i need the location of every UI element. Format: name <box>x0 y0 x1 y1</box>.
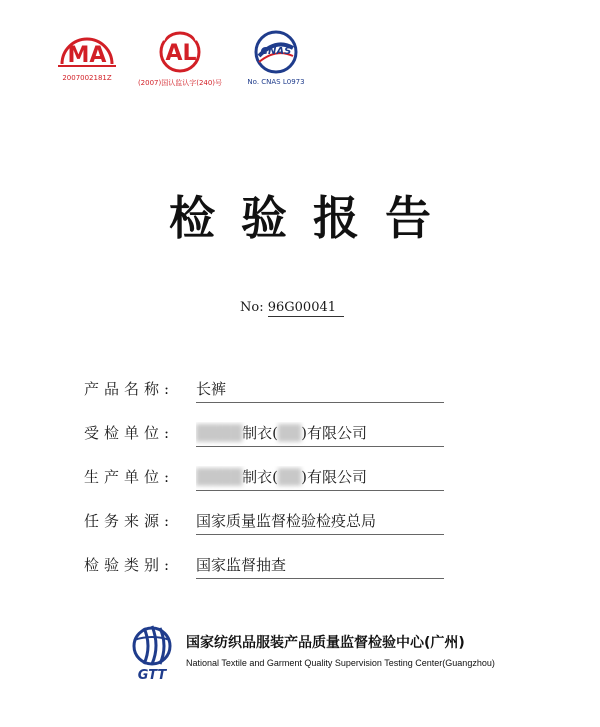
report-number-value: 96G00041 <box>268 300 344 317</box>
field-label: 任务来源: <box>84 512 175 530</box>
redacted-text: ████ <box>196 468 243 486</box>
gtt-logo-text: GTT <box>137 668 167 683</box>
org-name-en: National Textile and Garment Quality Supervision Testing Center(Guangzhou) <box>186 658 495 668</box>
field-value: 国家监督抽查 <box>196 554 444 579</box>
field-task-source <box>84 510 464 554</box>
field-manufacturer <box>84 466 464 510</box>
cma-certification <box>52 30 122 82</box>
cma-logo-icon <box>56 30 118 70</box>
cal-code: (2007)国认监认字(240)号 <box>137 79 223 87</box>
value-suffix: 有限公司 <box>306 468 367 486</box>
org-name-cn: 国家纺织品服装产品质量监督检验中心(广州) <box>186 635 465 651</box>
field-label: 检验类别: <box>84 556 175 574</box>
report-fields <box>84 378 464 598</box>
field-label: 产品名称: <box>84 380 175 398</box>
cma-mark-text: MA <box>67 43 107 68</box>
cal-logo-icon <box>152 30 208 74</box>
page-title: 检验报告 <box>169 191 457 245</box>
field-value <box>196 422 444 447</box>
cma-code: 2007002181Z <box>62 74 112 82</box>
field-value: 长裤 <box>196 378 444 403</box>
redacted-text: ████ <box>196 424 243 442</box>
gtt-logo-icon <box>126 622 178 666</box>
redacted-text: ██ <box>278 468 302 486</box>
value-part: ) <box>301 468 307 486</box>
cnas-logo-icon <box>253 30 299 74</box>
value-part: 制衣( <box>242 424 279 442</box>
cal-certification <box>130 30 230 88</box>
field-value: 国家质量监督检验检疫总局 <box>196 510 444 535</box>
cal-mark-text: AL <box>165 41 197 66</box>
field-label: 生产单位: <box>84 468 175 486</box>
field-value <box>196 466 444 491</box>
issuing-organization <box>186 632 516 668</box>
redacted-text: ██ <box>278 424 302 442</box>
value-part: 制衣( <box>242 468 279 486</box>
field-inspected-unit <box>84 422 464 466</box>
report-number <box>240 300 344 317</box>
field-label: 受检单位: <box>84 424 175 442</box>
cnas-mark-text: CNAS <box>260 46 292 57</box>
report-number-label: No: <box>240 300 264 315</box>
cnas-code: No. CNAS L0973 <box>247 78 305 86</box>
field-inspection-type <box>84 554 464 598</box>
field-product-name <box>84 378 464 422</box>
value-suffix: 有限公司 <box>306 424 367 442</box>
gtt-logo <box>120 622 184 683</box>
cnas-certification <box>236 30 316 86</box>
value-part: ) <box>301 424 307 442</box>
